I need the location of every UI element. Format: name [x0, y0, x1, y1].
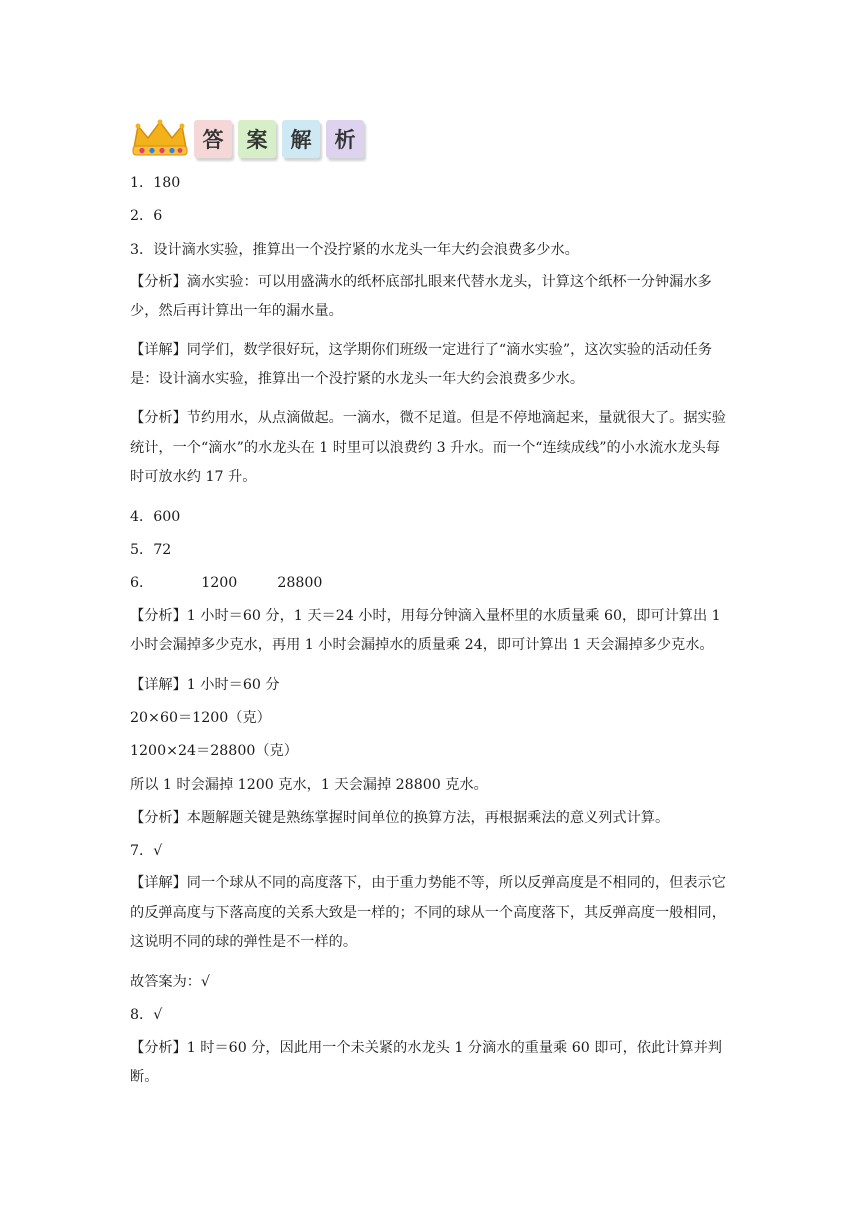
header-tile-da: 答 [194, 120, 232, 158]
answer-item-1: 1．180 [130, 175, 181, 191]
analysis-paragraph: 【分析】1 时＝60 分，因此用一个未关紧的水龙头 1 分滴水的重量乘 60 即可，依此计算并判断。 [130, 1039, 722, 1085]
answer-item-4: 4．600 [130, 508, 181, 525]
answer-value-2: 28800 [277, 575, 323, 592]
answer-item-3: 3．设计滴水实验，推算出一个没拧紧的水龙头一年大约会浪费多少水。 [130, 241, 579, 258]
item-number: 6． [130, 575, 154, 592]
answer-analysis-header [130, 118, 364, 158]
calculation-line: 1200×24＝28800（克） [130, 743, 298, 760]
answer-item-8: 8．√ [130, 1007, 163, 1024]
detail-line: 【详解】1 小时＝60 分 [130, 676, 280, 693]
answer-item-5: 5．72 [130, 541, 172, 558]
calculation-line: 20×60＝1200（克） [130, 709, 271, 726]
answer-item-6 [130, 574, 734, 592]
header-tile-an: 案 [238, 120, 276, 158]
analysis-paragraph: 【分析】1 小时＝60 分，1 天＝24 小时，用每分钟滴入量杯里的水质量乘 60，即可计算出 1 小时会漏掉多少克水，再用 1 小时会漏掉水的质量乘 24，即可计算出 1 天会漏掉多少克水。 [130, 607, 721, 653]
detail-paragraph: 【详解】同一个球从不同的高度落下，由于重力势能不等，所以反弹高度是不相同的，但表示它的反弹高度与下落高度的关系大致是一样的；不同的球从一个高度落下，其反弹高度一般相同，这说明不同的球的弹性是不一样的。 [130, 875, 726, 951]
answer-line: 故答案为：√ [130, 973, 210, 990]
conclusion-line: 所以 1 时会漏掉 1200 克水，1 天会漏掉 28800 克水。 [130, 776, 488, 793]
header-tile-xi: 析 [326, 120, 364, 158]
analysis-paragraph: 【分析】节约用水，从点滴做起。一滴水，微不足道。但是不停地滴起来，量就很大了。据实验统计，一个“滴水”的水龙头在 1 时里可以浪费约 3 升水。而一个“连续成线”的小水流水龙头每时可放水约 17 升。 [130, 410, 726, 485]
detail-paragraph: 【详解】同学们，数学很好玩，这学期你们班级一定进行了“滴水实验”，这次实验的活动任务是：设计滴水实验，推算出一个没拧紧的水龙头一年大约会浪费多少水。 [130, 342, 713, 388]
answer-item-2: 2．6 [130, 208, 163, 225]
header-tile-jie: 解 [282, 120, 320, 158]
answer-item-7: 7．√ [130, 843, 163, 860]
answer-value-1: 1200 [201, 575, 238, 592]
crown-icon [130, 118, 190, 158]
answer-content [130, 174, 734, 1108]
analysis-paragraph: 【分析】本题解题关键是熟练掌握时间单位的换算方法，再根据乘法的意义列式计算。 [130, 809, 670, 826]
analysis-paragraph: 【分析】滴水实验：可以用盛满水的纸杯底部扎眼来代替水龙头，计算这个纸杯一分钟漏水多少，然后再计算出一年的漏水量。 [130, 273, 712, 320]
